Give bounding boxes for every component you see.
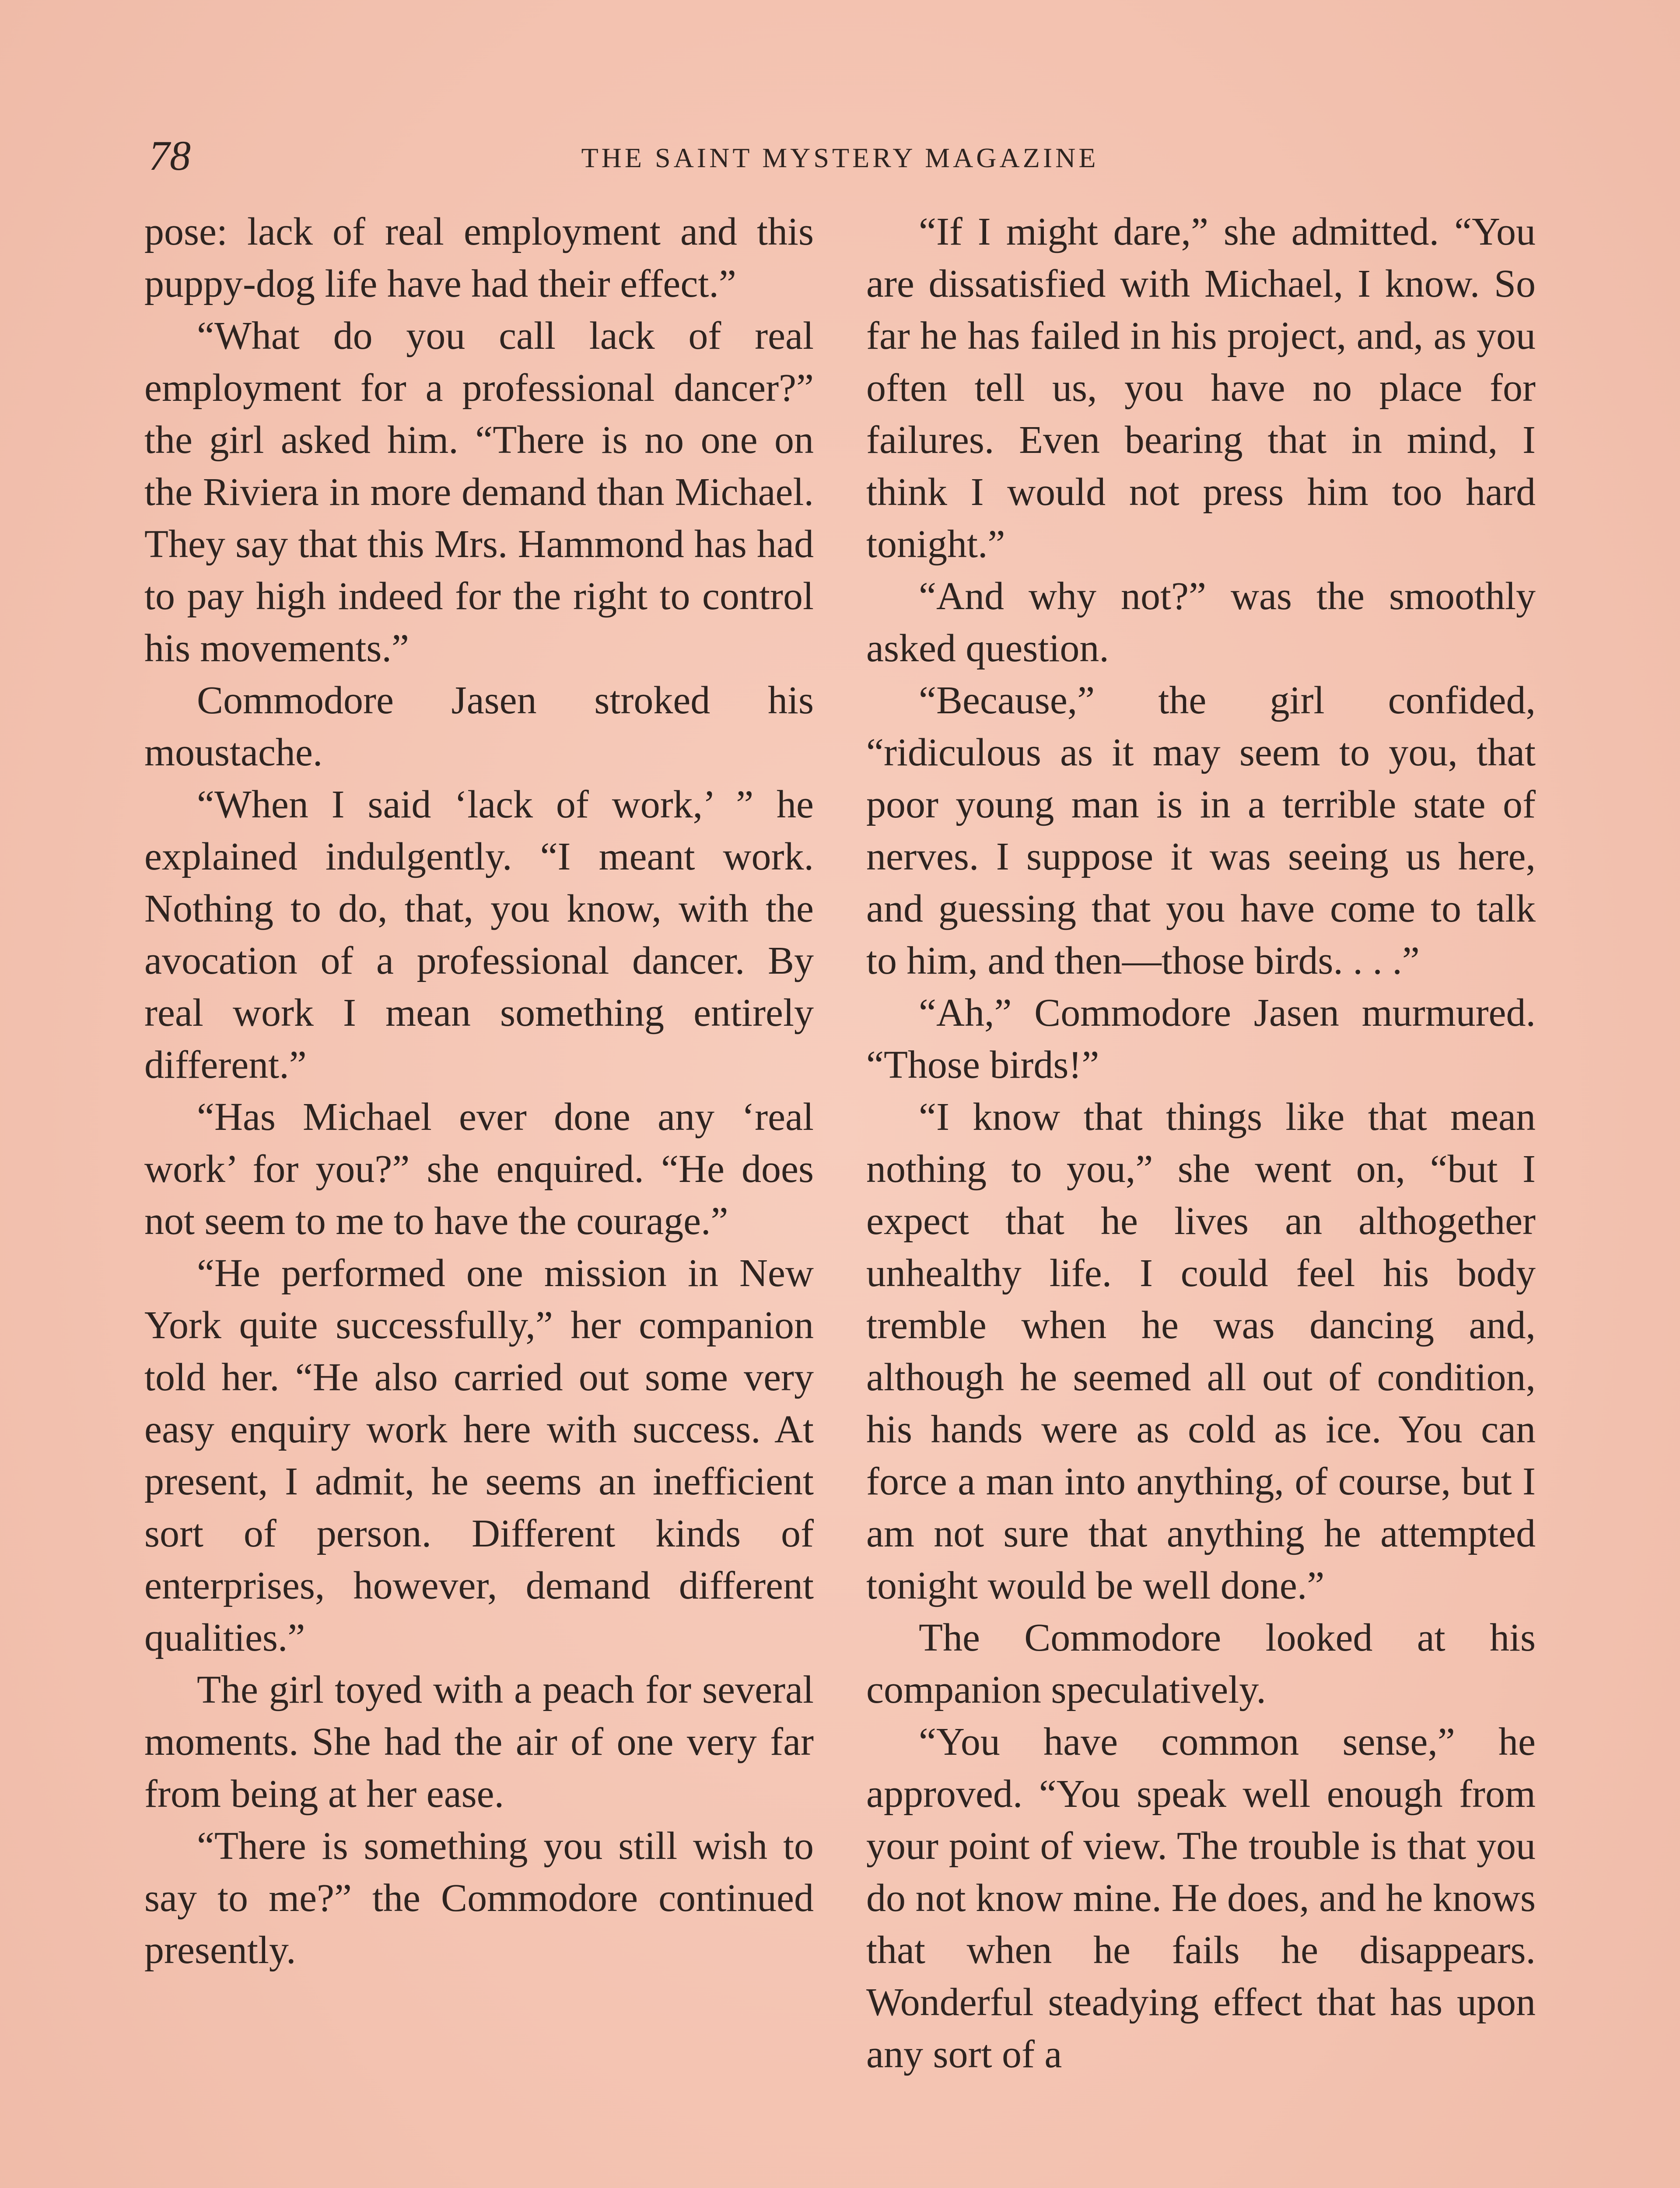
paragraph: “You have common sense,” he approved. “You speak well enough from your point of view. The trouble is that you do not know mine. He does, and he knows that when he fails he disappears. Wonderful steadying effect that has upon any sort of a [866, 1720, 1536, 2076]
paragraph: “Because,” the girl confided, “ridiculous as it may seem to you, that poor young man is in a terrible state of nerves. I suppose it was seeing us here, and guessing that you have come to talk to him, and then—those birds. . . .” [866, 679, 1536, 982]
paragraph: “There is something you still wish to say to me?” the Commodore continued presently. [144, 1824, 814, 1972]
page-header [140, 130, 1540, 182]
paragraph: “I know that things like that mean nothing to you,” she went on, “but I expect that he lives an althogether unhealthy life. I could feel his body tremble when he was dancing and, although he seemed all out of condition, his hands were as cold as ice. You can force a man into anything, of course, but I am not sure that anything he attempted tonight would be well done.” [866, 1095, 1536, 1607]
running-title: THE SAINT MYSTERY MAGAZINE [581, 142, 1099, 173]
paragraph: The girl toyed with a peach for several moments. She had the air of one very far from being at her ease. [144, 1668, 814, 1816]
paragraph: pose: lack of real employment and this puppy-dog life have had their effect.” [144, 210, 814, 305]
left-column [144, 206, 814, 1976]
paragraph: “Ah,” Commodore Jasen murmured. “Those birds!” [866, 991, 1536, 1087]
paragraph: Commodore Jasen stroked his moustache. [144, 679, 814, 774]
paragraph: “When I said ‘lack of work,’ ” he explained indulgently. “I meant work. Nothing to do, that, you know, with the avocation of a professional dancer. By real work I mean something entirely different.” [144, 783, 814, 1087]
paragraph: “He performed one mission in New York quite successfully,” her companion told her. “He also carried out some very easy enquiry work here with success. At present, I admit, he seems an inefficient sort of person. Different kinds of enterprises, however, demand different qualities.” [144, 1252, 814, 1659]
page-number: 78 [149, 132, 191, 179]
paragraph: “And why not?” was the smoothly asked question. [866, 575, 1536, 670]
body-text [144, 206, 1536, 2188]
paragraph: The Commodore looked at his companion speculatively. [866, 1616, 1536, 1711]
paragraph: “If I might dare,” she admitted. “You are dissatisfied with Michael, I know. So far he has failed in his project, and, as you often tell us, you have no place for failures. Even bearing that in mind, I think I would not press him too hard tonight.” [866, 210, 1536, 566]
right-column [866, 206, 1536, 2080]
paragraph: “What do you call lack of real employment for a professional dancer?” the girl asked him. “There is no one on the Riviera in more demand than Michael. They say that this Mrs. Hammond has had to pay high indeed for the right to control his movements.” [144, 314, 814, 670]
paragraph: “Has Michael ever done any ‘real work’ for you?” she enquired. “He does not seem to me to have the courage.” [144, 1095, 814, 1243]
